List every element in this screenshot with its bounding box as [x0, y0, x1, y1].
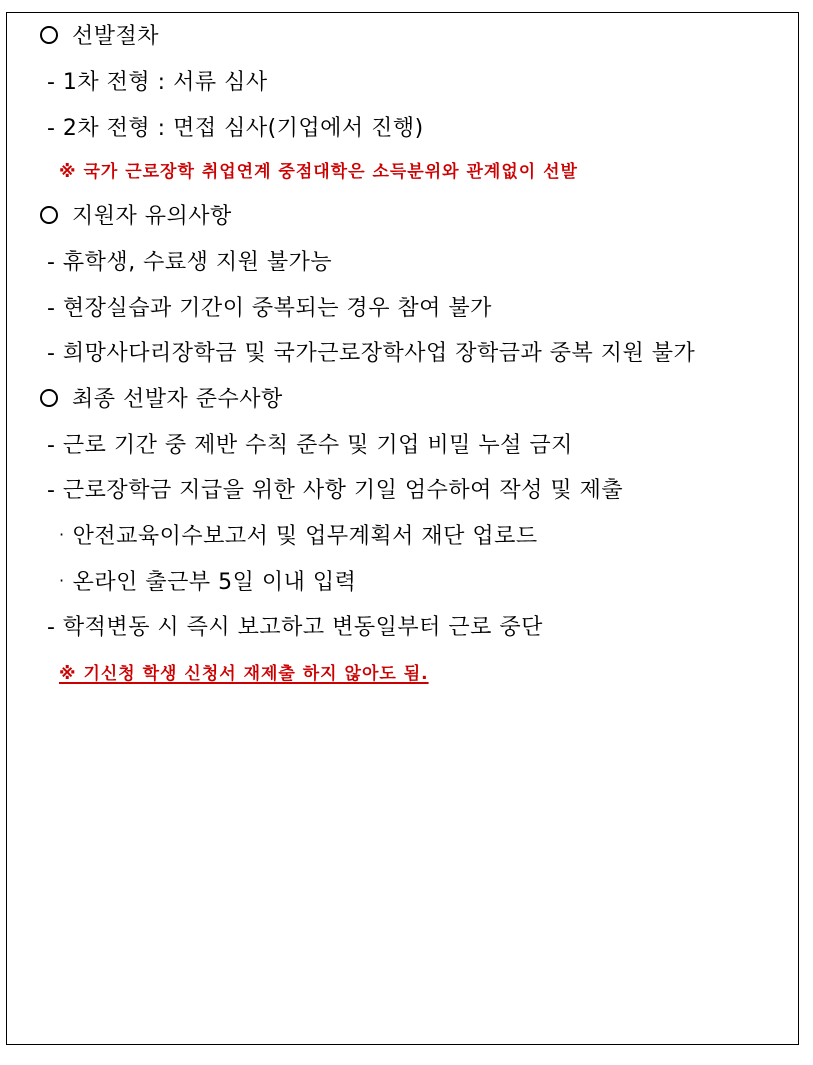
- final-note: ※ 기신청 학생 신청서 재제출 하지 않아도 됨.: [59, 664, 429, 684]
- list-item: - 2차 전형 : 면접 심사(기업에서 진행): [47, 116, 424, 141]
- list-item: - 근로 기간 중 제반 수칙 준수 및 기업 비밀 누설 금지: [47, 433, 573, 458]
- circle-bullet-icon: [40, 26, 58, 44]
- section-heading-final: [40, 382, 283, 413]
- list-item: - 학적변동 시 즉시 보고하고 변동일부터 근로 중단: [47, 615, 543, 640]
- circle-bullet-icon: [40, 206, 58, 224]
- section-heading-selection: [40, 19, 159, 50]
- list-item: - 1차 전형 : 서류 심사: [47, 70, 268, 95]
- circle-bullet-icon: [40, 389, 58, 407]
- section-title: 지원자 유의사항: [72, 204, 232, 229]
- document-frame: [6, 12, 799, 1045]
- section-title: 선발절차: [72, 24, 160, 49]
- selection-note: ※ 국가 근로장학 취업연계 중점대학은 소득분위와 관계없이 선발: [59, 162, 578, 182]
- section-heading-applicant: [40, 199, 232, 230]
- sub-list-item: · 안전교육이수보고서 및 업무계획서 재단 업로드: [59, 524, 538, 549]
- section-title: 최종 선발자 준수사항: [72, 387, 283, 412]
- sub-list-item: · 온라인 출근부 5일 이내 입력: [59, 570, 357, 595]
- list-item: - 현장실습과 기간이 중복되는 경우 참여 불가: [47, 296, 492, 321]
- middle-dot-icon: ·: [59, 571, 65, 590]
- list-item: - 휴학생, 수료생 지원 불가능: [47, 250, 333, 275]
- middle-dot-icon: ·: [59, 525, 65, 544]
- list-item: - 희망사다리장학금 및 국가근로장학사업 장학금과 중복 지원 불가: [47, 341, 696, 366]
- list-item: - 근로장학금 지급을 위한 사항 기일 엄수하여 작성 및 제출: [47, 478, 624, 503]
